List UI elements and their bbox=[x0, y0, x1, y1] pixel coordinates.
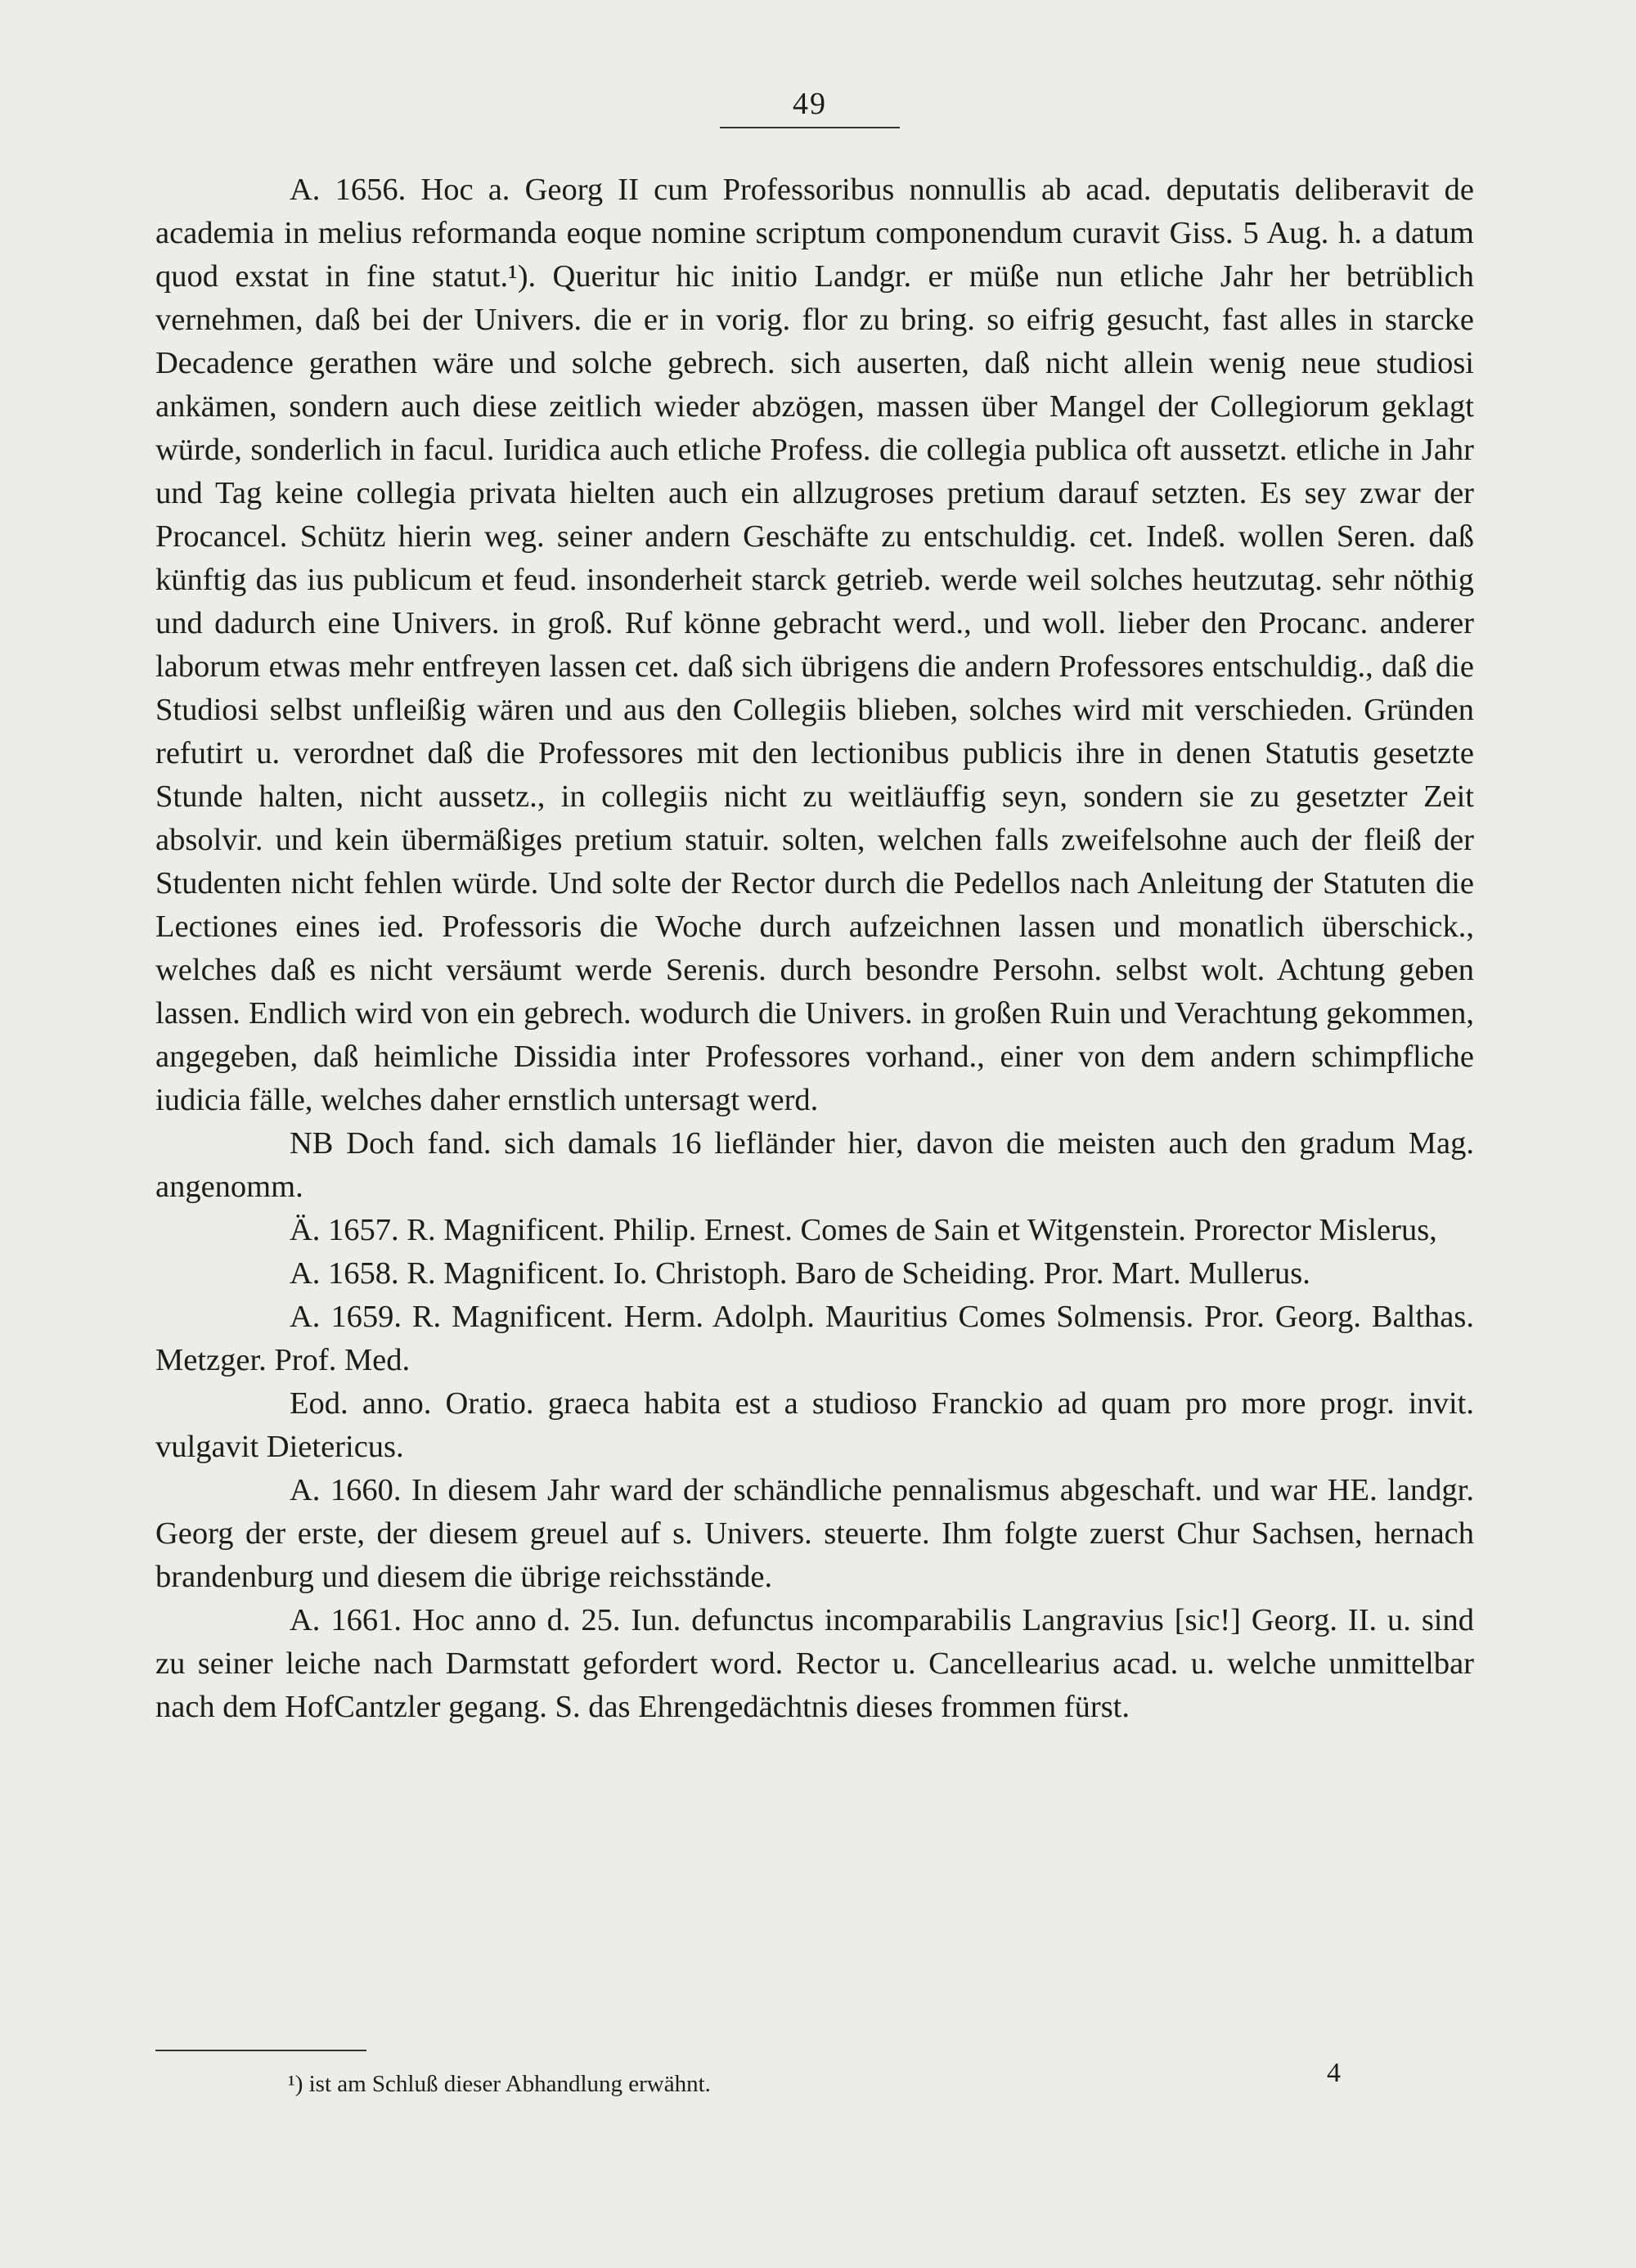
footnote-divider bbox=[155, 2050, 366, 2051]
signature-mark: 4 bbox=[1327, 2058, 1341, 2088]
paragraph-1659: A. 1659. R. Magnificent. Herm. Adolph. Mauritius Comes Solmensis. Pror. Georg. Balthas. Metzger. Prof. Med. bbox=[155, 1300, 1474, 1377]
paragraph-1657: Ä. 1657. R. Magnificent. Philip. Ernest. Comes de Sain et Witgenstein. Prorector Mislerus, bbox=[290, 1213, 1437, 1247]
paragraph-nb-note: NB Doch fand. sich damals 16 liefländer hier, davon die meisten auch den gradum Mag. angenomm. bbox=[155, 1126, 1474, 1204]
page-number: 49 bbox=[720, 86, 900, 128]
paragraph-1660: A. 1660. In diesem Jahr ward der schändliche pennalismus abgeschaft. und war HE. landgr. Georg der erste, der diesem greuel auf s. Univers. steuerte. Ihm folgte zuerst Chur Sachsen, hernach brandenburg und diesem die übrige reichsstände. bbox=[155, 1473, 1474, 1594]
body-text bbox=[155, 168, 1474, 1729]
paragraph-1658: A. 1658. R. Magnificent. Io. Christoph. Baro de Scheiding. Pror. Mart. Mullerus. bbox=[290, 1256, 1310, 1291]
paragraph-1661: A. 1661. Hoc anno d. 25. Iun. defunctus incomparabilis Langravius [sic!] Georg. II. u. sind zu seiner leiche nach Darmstatt gefordert word. Rector u. Cancellearius acad. u. welche unmittelbar nach dem HofCantzler gegang. S. das Ehrengedächtnis dieses frommen fürst. bbox=[155, 1603, 1474, 1724]
paragraph-eod-anno: Eod. anno. Oratio. graeca habita est a studioso Franckio ad quam pro more progr. invit. vulgavit Dietericus. bbox=[155, 1386, 1474, 1464]
paragraph-1656: A. 1656. Hoc a. Georg II cum Professoribus nonnullis ab acad. deputatis deliberavit de academia in melius reformanda eoque nomine scriptum componendum curavit Giss. 5 Aug. h. a datum quod exstat in fine statut.¹). Queritur hic initio Landgr. er müße nun etliche Jahr her betrüblich vernehmen, daß bei der Univers. die er in vorig. flor zu bring. so eifrig gesucht, fast alles in starcke Decadence gerathen wäre und solche gebrech. sich auserten, daß nicht allein wenig neue studiosi ankämen, sondern auch diese zeitlich wieder abzögen, massen über Mangel der Collegiorum geklagt würde, sonderlich in facul. Iuridica auch etliche Profess. die collegia publica oft aussetzt. etliche in Jahr und Tag keine collegia privata hielten auch ein allzugroses pretium darauf setzten. Es sey zwar der Procancel. Schütz hierin weg. seiner andern Geschäfte zu entschuldig. cet. Indeß. wollen Seren. daß künftig das ius publicum et feud. insonderheit starck getrieb. werde weil solches heutzutag. sehr nöthig und dadurch eine Univers. in groß. Ruf könne gebracht werd., und woll. lieber den Procanc. anderer laborum etwas mehr entfreyen lassen cet. daß sich übrigens die andern Professores entschuldig., daß die Studiosi selbst unfleißig wären und aus den Collegiis blieben, solches wird mit verschieden. Gründen refutirt u. verordnet daß die Professores mit den lectionibus publicis ihre in denen Statutis gesetzte Stunde halten, nicht aussetz., in collegiis nicht zu weitläuffig seyn, sondern sie zu gesetzter Zeit absolvir. und kein übermäßiges pretium statuir. solten, welchen falls zweifelsohne auch der fleiß der Studenten nicht fehlen würde. Und solte der Rector durch die Pedellos nach Anleitung der Statuten die Lectiones eines ied. Professoris die Woche durch aufzeichnen lassen und monatlich überschick., welches daß es nicht versäumt werde Serenis. durch besondre Persohn. selbst wolt. Achtung geben lassen. Endlich wird von ein gebrech. wodurch die Univers. in großen Ruin und Verachtung gekommen, angegeben, daß heimliche Dissidia inter Professores vorhand., einer von dem andern schimpfliche iudicia fälle, welches daher ernstlich untersagt werd. bbox=[155, 173, 1474, 1117]
footnote: ¹) ist am Schluß dieser Abhandlung erwähnt. bbox=[288, 2071, 711, 2097]
